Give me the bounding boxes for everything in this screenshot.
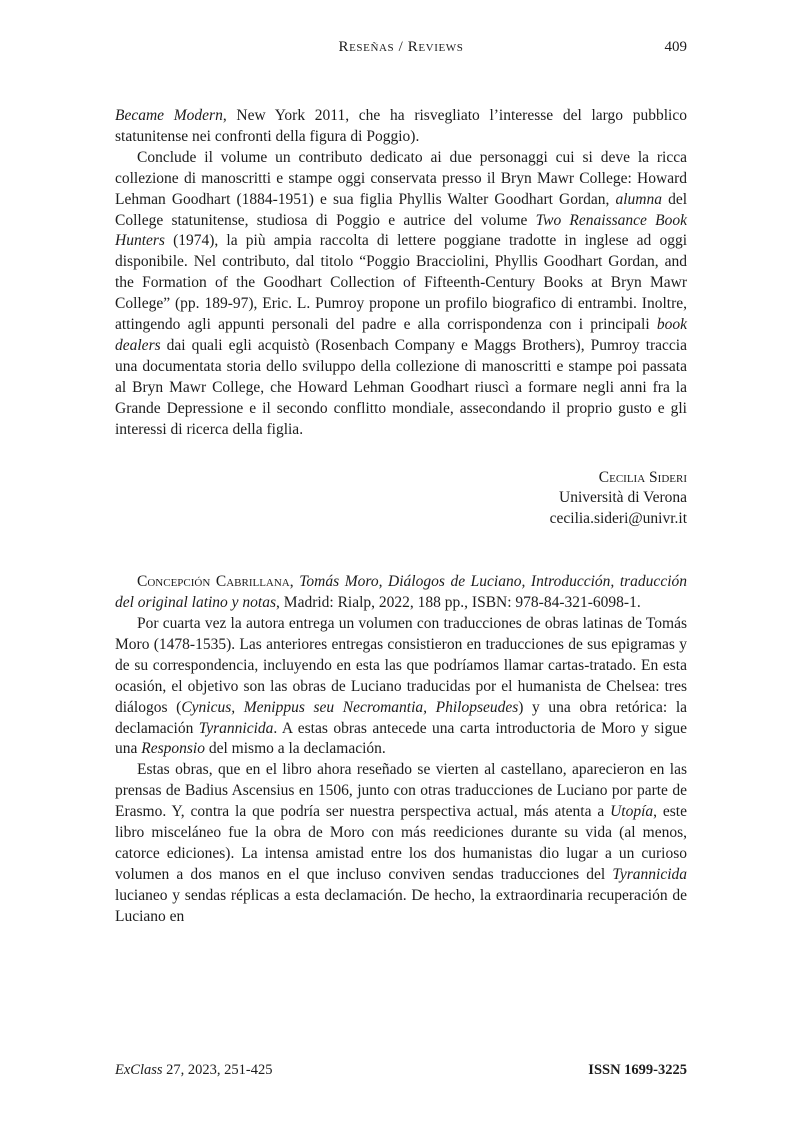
text-run: , Madrid: Rialp, 2022, 188 pp., ISBN: 978-84-321-6098-1.	[276, 594, 641, 612]
text-run: lucianeo y sendas réplicas a esta declamación. De hecho, la extraordinaria recuperación de Luciano en	[115, 886, 687, 925]
review-heading	[115, 572, 687, 614]
cabrillana-review-paragraphs	[115, 572, 687, 927]
text-run: del College statunitense, studiosa di Poggio e autrice del volume	[115, 190, 687, 229]
italic-text: Tyrannicida	[612, 865, 687, 883]
text-run: (1974), la più ampia raccolta di lettere poggiane tradotte in inglese ad oggi disponibile. Nel contributo, dal titolo “Poggio Bracciolini, Phyllis Goodhart Gordan, and the Formation of the Goodhart Collection of Fifteenth-Century Books at Bryn Mawr College” (pp. 189-97), Eric. L. Pumroy propone un profilo biografico di entrambi. Inoltre, attingendo agli appunti personali del padre e alla corrispondenza con i principali	[115, 232, 687, 334]
paragraph	[115, 760, 687, 927]
signature-block	[115, 468, 687, 531]
paragraph	[115, 148, 687, 441]
small-caps-text: Concepción Cabrillana	[137, 573, 290, 591]
reviewer-name: Cecilia Sideri	[598, 468, 687, 486]
reviewer-email: cecilia.sideri@univr.it	[549, 510, 687, 528]
running-title: Reseñas / Reviews	[338, 39, 464, 55]
italic-text: Tomás Moro, Diálogos de Luciano, Introducción, traducción del original latino y notas	[115, 573, 687, 612]
page-footer	[115, 1062, 687, 1079]
italic-text: Utopía	[610, 803, 654, 821]
italic-text: Responsio	[141, 740, 205, 758]
sideri-review-paragraphs	[115, 106, 687, 441]
text-run: del mismo a la declamación.	[204, 740, 386, 758]
italic-text: book dealers	[115, 316, 687, 354]
text-run: dai quali egli acquistò (Rosenbach Company e Maggs Brothers), Pumroy traccia una documentata storia dello sviluppo della collezione di manoscritti e stampe poi passata al Bryn Mawr College, che Howard Lehman Goodhart riuscì a formare negli anni fra la Grande Depressione e il secondo conflitto mondiale, assecondando il proprio gusto e gli interessi di ricerca della figlia.	[115, 336, 687, 438]
italic-text: Cynicus, Menippus seu Necromantia, Philopseudes	[181, 698, 519, 716]
text-run: Conclude il volume un contributo dedicato ai due personaggi cui si deve la ricca collezione di manoscritti e stampe oggi conservata presso il Bryn Mawr College: Howard Lehman Goodhart (1884-1951) e sua figlia Phyllis Walter Goodhart Gordan,	[115, 148, 687, 208]
text-run: . A estas obras antecede una carta introductoria de Moro y sigue una	[115, 719, 687, 758]
text-run: , New York 2011, che ha risvegliato l’interesse del largo pubblico statunitense nei confronti della figura di Poggio).	[115, 107, 687, 145]
page-header	[115, 39, 687, 61]
text-run: , este libro misceláneo fue la obra de Moro con más reediciones durante su vida (al menos, catorce ediciones). La intensa amistad entre los dos humanistas dio lugar a un curioso volumen a dos manos en el que incluso conviven sendas traducciones del	[115, 803, 687, 883]
italic-text: alumna	[615, 190, 662, 208]
text-run: Por cuarta vez la autora entrega un volumen con traducciones de obras latinas de Tomás Moro (1478-1535). Las anteriores entregas consistieron en traducciones de sus epigramas y de su correspondencia, incluyendo en esta las que podríamos llamar cartas-tratado. En esta ocasión, el objetivo son las obras de Luciano traducidas por el humanista de Chelsea: tres diálogos (	[115, 615, 687, 716]
italic-text: Two Renaissance Book Hunters	[115, 211, 687, 250]
text-run: ) y una obra retórica: la declamación	[115, 698, 688, 737]
review-text-block	[115, 106, 687, 928]
journal-name: ExClass	[115, 1062, 163, 1078]
text-run: ,	[289, 573, 300, 591]
text-run: Estas obras, que en el libro ahora reseñado se vierten al castellano, aparecieron en las prensas de Badius Ascensius en 1506, junto con otras traducciones de Luciano por parte de Erasmo. Y, contra la que podría ser nuestra perspectiva actual, más atenta a	[115, 761, 687, 821]
paragraph-continuation	[115, 106, 687, 148]
page-number: 409	[664, 39, 687, 55]
paragraph	[115, 614, 687, 760]
journal-issue-info: 27, 2023, 251-425	[162, 1062, 273, 1078]
journal-citation	[115, 1062, 273, 1079]
italic-text: Became Modern	[115, 107, 223, 124]
reviewer-affiliation: Università di Verona	[559, 489, 687, 507]
issn: ISSN 1699-3225	[588, 1062, 687, 1078]
italic-text: Tyrannicida	[198, 719, 274, 737]
